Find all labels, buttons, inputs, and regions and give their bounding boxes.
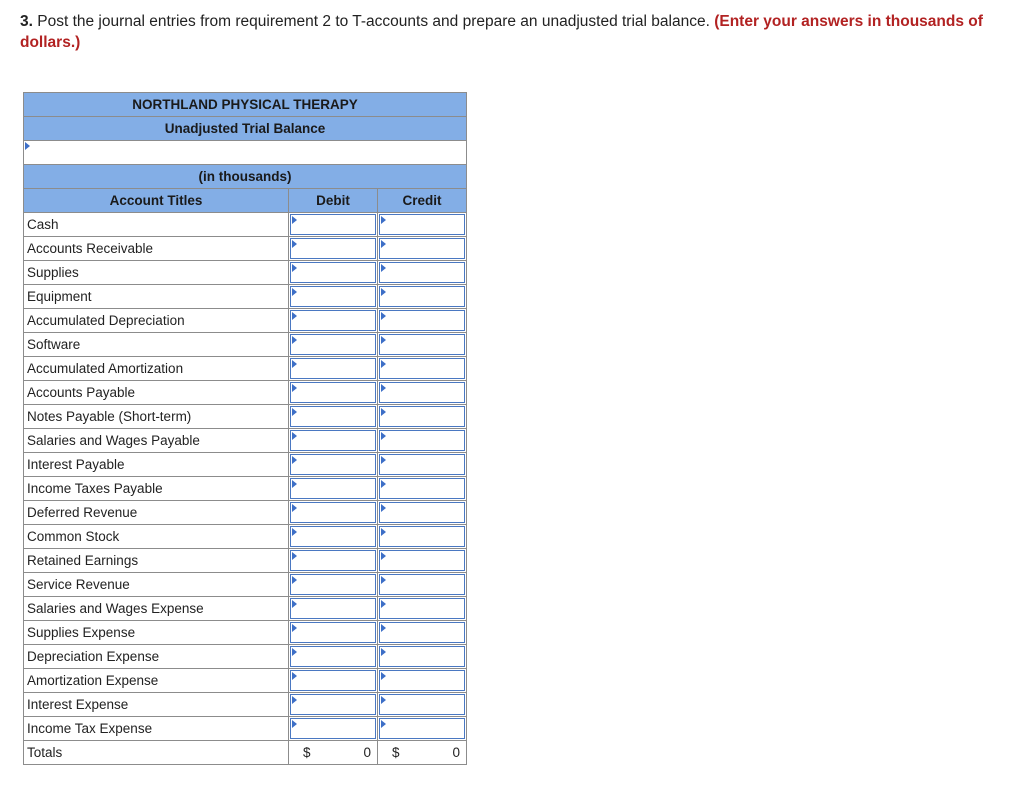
- input-marker-icon: [292, 432, 297, 440]
- input-marker-icon: [292, 408, 297, 416]
- debit-input-cell: [289, 237, 378, 261]
- account-row: [24, 669, 467, 693]
- debit-input-cell: [289, 477, 378, 501]
- input-marker-icon: [381, 648, 386, 656]
- input-marker-icon: [381, 480, 386, 488]
- account-row: [24, 357, 467, 381]
- input-marker-icon: [381, 552, 386, 560]
- total-credit-value: 0: [452, 745, 461, 760]
- debit-input-cell: [289, 333, 378, 357]
- debit-input-cell: [289, 381, 378, 405]
- credit-input[interactable]: [379, 670, 465, 691]
- credit-input-cell: [378, 669, 467, 693]
- debit-input[interactable]: [290, 478, 376, 499]
- input-marker-icon: [381, 288, 386, 296]
- credit-input-cell: [378, 645, 467, 669]
- total-credit-symbol: $: [392, 745, 400, 760]
- statement-title: Unadjusted Trial Balance: [24, 117, 467, 141]
- question-note: (Enter your answers in thousands of dollars.): [20, 13, 983, 51]
- debit-input[interactable]: [290, 214, 376, 235]
- debit-input[interactable]: [290, 406, 376, 427]
- account-title: Supplies Expense: [24, 621, 289, 645]
- input-marker-icon: [292, 240, 297, 248]
- account-title: Accounts Payable: [24, 381, 289, 405]
- credit-input-cell: [378, 477, 467, 501]
- credit-input[interactable]: [379, 574, 465, 595]
- input-marker-icon: [381, 600, 386, 608]
- debit-input-cell: [289, 669, 378, 693]
- debit-input[interactable]: [290, 502, 376, 523]
- input-marker-icon: [292, 696, 297, 704]
- input-marker-icon: [381, 408, 386, 416]
- account-title: Service Revenue: [24, 573, 289, 597]
- input-marker-icon: [292, 264, 297, 272]
- debit-input[interactable]: [290, 286, 376, 307]
- debit-input[interactable]: [290, 358, 376, 379]
- debit-input-cell: [289, 525, 378, 549]
- input-marker-icon: [25, 142, 30, 150]
- debit-input-cell: [289, 309, 378, 333]
- account-row: [24, 261, 467, 285]
- question-number: 3.: [20, 13, 33, 30]
- account-row: [24, 285, 467, 309]
- input-marker-icon: [381, 336, 386, 344]
- account-title: Salaries and Wages Expense: [24, 597, 289, 621]
- debit-input-cell: [289, 453, 378, 477]
- input-marker-icon: [381, 312, 386, 320]
- question-text: [20, 11, 1000, 53]
- account-title: Deferred Revenue: [24, 501, 289, 525]
- debit-input[interactable]: [290, 598, 376, 619]
- debit-input[interactable]: [290, 382, 376, 403]
- credit-input[interactable]: [379, 502, 465, 523]
- input-marker-icon: [292, 480, 297, 488]
- account-row: [24, 453, 467, 477]
- input-marker-icon: [381, 624, 386, 632]
- account-row: [24, 333, 467, 357]
- credit-input[interactable]: [379, 454, 465, 475]
- total-debit-symbol: $: [303, 745, 311, 760]
- debit-input-cell: [289, 285, 378, 309]
- credit-input-cell: [378, 717, 467, 741]
- credit-input-cell: [378, 525, 467, 549]
- credit-input[interactable]: [379, 694, 465, 715]
- account-row: [24, 381, 467, 405]
- account-row: [24, 717, 467, 741]
- question-body: Post the journal entries from requirement 2 to T-accounts and prepare an unadjusted trial balance.: [32, 13, 715, 30]
- account-title: Income Tax Expense: [24, 717, 289, 741]
- credit-input[interactable]: [379, 718, 465, 739]
- trial-balance-table: [23, 92, 467, 765]
- account-title: Accumulated Amortization: [24, 357, 289, 381]
- input-marker-icon: [292, 456, 297, 464]
- debit-input[interactable]: [290, 646, 376, 667]
- credit-input-cell: [378, 333, 467, 357]
- account-title: Interest Payable: [24, 453, 289, 477]
- account-title: Cash: [24, 213, 289, 237]
- credit-input[interactable]: [379, 262, 465, 283]
- input-marker-icon: [292, 336, 297, 344]
- debit-input[interactable]: [290, 334, 376, 355]
- input-marker-icon: [292, 672, 297, 680]
- credit-input[interactable]: [379, 622, 465, 643]
- input-marker-icon: [292, 552, 297, 560]
- credit-input-cell: [378, 573, 467, 597]
- debit-header: Debit: [289, 189, 378, 213]
- input-marker-icon: [292, 384, 297, 392]
- credit-input[interactable]: [379, 334, 465, 355]
- credit-input[interactable]: [379, 358, 465, 379]
- credit-input-cell: [378, 429, 467, 453]
- debit-input-cell: [289, 573, 378, 597]
- account-row: [24, 237, 467, 261]
- account-row: [24, 477, 467, 501]
- account-row: [24, 549, 467, 573]
- input-marker-icon: [381, 504, 386, 512]
- debit-input-cell: [289, 621, 378, 645]
- input-marker-icon: [381, 432, 386, 440]
- total-credit: [378, 741, 467, 765]
- input-marker-icon: [381, 528, 386, 536]
- credit-input[interactable]: [379, 382, 465, 403]
- credit-input[interactable]: [379, 310, 465, 331]
- account-title: Accounts Receivable: [24, 237, 289, 261]
- debit-input-cell: [289, 405, 378, 429]
- input-marker-icon: [292, 360, 297, 368]
- totals-label: Totals: [24, 741, 289, 765]
- credit-input-cell: [378, 405, 467, 429]
- credit-input[interactable]: [379, 214, 465, 235]
- input-marker-icon: [381, 240, 386, 248]
- input-marker-icon: [292, 624, 297, 632]
- input-marker-icon: [292, 216, 297, 224]
- input-marker-icon: [381, 264, 386, 272]
- credit-input-cell: [378, 309, 467, 333]
- date-input[interactable]: [24, 141, 467, 165]
- account-title: Interest Expense: [24, 693, 289, 717]
- account-row: [24, 597, 467, 621]
- input-marker-icon: [292, 312, 297, 320]
- debit-input-cell: [289, 429, 378, 453]
- input-marker-icon: [292, 648, 297, 656]
- debit-input[interactable]: [290, 454, 376, 475]
- account-title: Common Stock: [24, 525, 289, 549]
- credit-input-cell: [378, 213, 467, 237]
- input-marker-icon: [292, 288, 297, 296]
- debit-input[interactable]: [290, 574, 376, 595]
- credit-input-cell: [378, 549, 467, 573]
- input-marker-icon: [292, 600, 297, 608]
- total-debit: [289, 741, 378, 765]
- input-marker-icon: [292, 528, 297, 536]
- units-label: (in thousands): [24, 165, 467, 189]
- debit-input-cell: [289, 693, 378, 717]
- debit-input[interactable]: [290, 262, 376, 283]
- credit-input[interactable]: [379, 646, 465, 667]
- credit-input-cell: [378, 453, 467, 477]
- credit-input[interactable]: [379, 406, 465, 427]
- credit-input[interactable]: [379, 478, 465, 499]
- account-title: Software: [24, 333, 289, 357]
- input-marker-icon: [292, 576, 297, 584]
- account-row: [24, 573, 467, 597]
- input-marker-icon: [292, 720, 297, 728]
- account-titles-header: Account Titles: [24, 189, 289, 213]
- account-title: Equipment: [24, 285, 289, 309]
- debit-input-cell: [289, 357, 378, 381]
- account-title: Depreciation Expense: [24, 645, 289, 669]
- credit-input-cell: [378, 693, 467, 717]
- totals-row: [24, 741, 467, 765]
- input-marker-icon: [381, 672, 386, 680]
- debit-input-cell: [289, 501, 378, 525]
- credit-input-cell: [378, 357, 467, 381]
- credit-input-cell: [378, 597, 467, 621]
- credit-input-cell: [378, 285, 467, 309]
- input-marker-icon: [381, 576, 386, 584]
- debit-input[interactable]: [290, 526, 376, 547]
- debit-input-cell: [289, 597, 378, 621]
- account-title: Amortization Expense: [24, 669, 289, 693]
- account-row: [24, 525, 467, 549]
- credit-input[interactable]: [379, 238, 465, 259]
- input-marker-icon: [381, 216, 386, 224]
- credit-input-cell: [378, 237, 467, 261]
- credit-input-cell: [378, 501, 467, 525]
- debit-input[interactable]: [290, 622, 376, 643]
- account-row: [24, 429, 467, 453]
- credit-input[interactable]: [379, 526, 465, 547]
- credit-input[interactable]: [379, 286, 465, 307]
- credit-header: Credit: [378, 189, 467, 213]
- account-row: [24, 621, 467, 645]
- credit-input[interactable]: [379, 598, 465, 619]
- account-row: [24, 501, 467, 525]
- debit-input-cell: [289, 549, 378, 573]
- credit-input-cell: [378, 621, 467, 645]
- debit-input[interactable]: [290, 550, 376, 571]
- debit-input-cell: [289, 645, 378, 669]
- input-marker-icon: [381, 696, 386, 704]
- account-row: [24, 213, 467, 237]
- account-row: [24, 309, 467, 333]
- input-marker-icon: [381, 720, 386, 728]
- credit-input-cell: [378, 261, 467, 285]
- debit-input[interactable]: [290, 718, 376, 739]
- credit-input[interactable]: [379, 430, 465, 451]
- input-marker-icon: [381, 456, 386, 464]
- debit-input-cell: [289, 213, 378, 237]
- debit-input[interactable]: [290, 694, 376, 715]
- account-title: Supplies: [24, 261, 289, 285]
- total-debit-value: 0: [363, 745, 371, 760]
- debit-input[interactable]: [290, 670, 376, 691]
- debit-input-cell: [289, 261, 378, 285]
- debit-input[interactable]: [290, 310, 376, 331]
- input-marker-icon: [292, 504, 297, 512]
- account-title: Retained Earnings: [24, 549, 289, 573]
- account-title: Income Taxes Payable: [24, 477, 289, 501]
- account-title: Notes Payable (Short-term): [24, 405, 289, 429]
- account-row: [24, 405, 467, 429]
- account-row: [24, 693, 467, 717]
- credit-input-cell: [378, 381, 467, 405]
- account-title: Accumulated Depreciation: [24, 309, 289, 333]
- account-title: Salaries and Wages Payable: [24, 429, 289, 453]
- account-row: [24, 645, 467, 669]
- debit-input[interactable]: [290, 238, 376, 259]
- input-marker-icon: [381, 360, 386, 368]
- input-marker-icon: [381, 384, 386, 392]
- debit-input-cell: [289, 717, 378, 741]
- debit-input[interactable]: [290, 430, 376, 451]
- credit-input[interactable]: [379, 550, 465, 571]
- company-name: NORTHLAND PHYSICAL THERAPY: [24, 93, 467, 117]
